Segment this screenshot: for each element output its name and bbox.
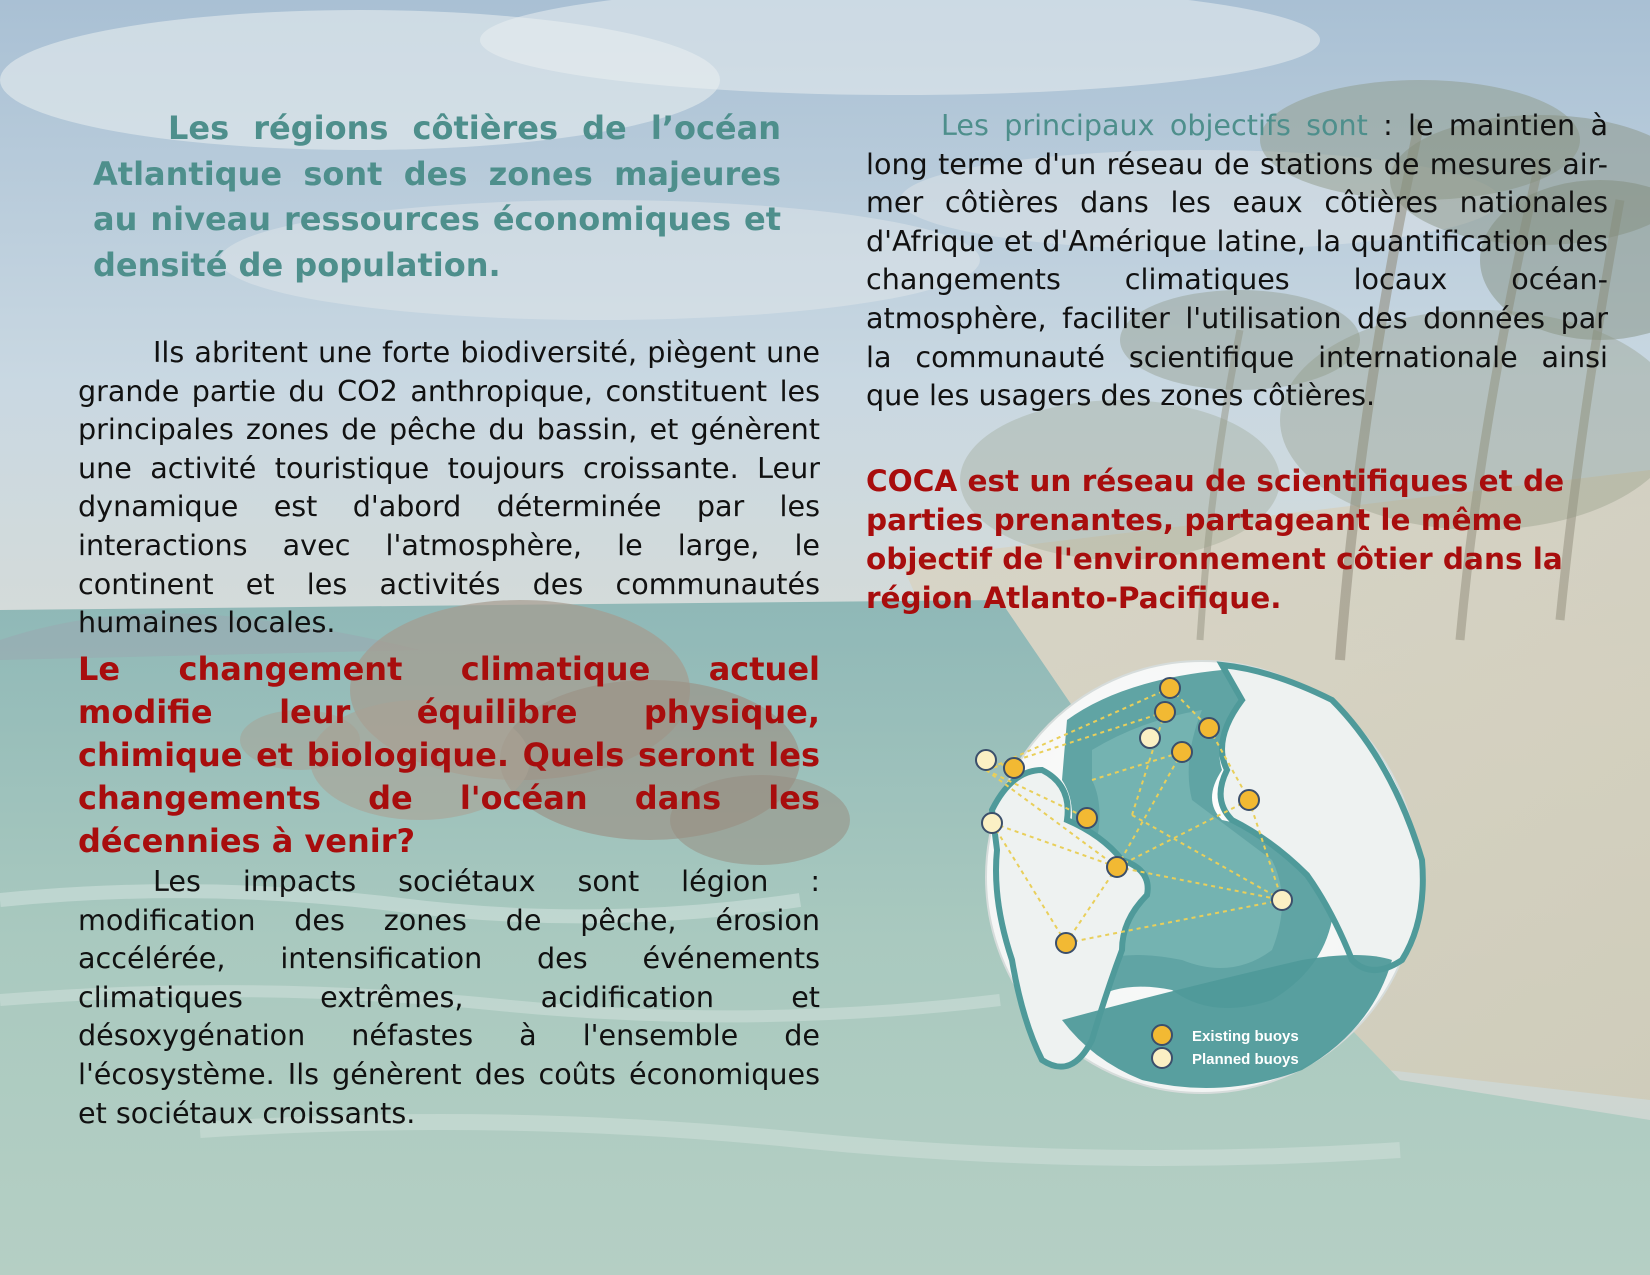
objectives-lead: Les principaux objectifs sont bbox=[941, 108, 1368, 142]
existing-buoy bbox=[1199, 718, 1219, 738]
objectives-paragraph bbox=[866, 106, 1608, 415]
legend-existing-swatch bbox=[1152, 1025, 1172, 1045]
objectives-body: : le maintien à long terme d'un réseau de stations de mesures air-mer côtières dans les eaux côtières nationales d'Afrique et d'Amérique latine, la quantification des changements climatiques locaux océan-atmosphère, faciliter l'utilisation des données par la communauté scientifique internationale ainsi que les usagers des zones côtières. bbox=[866, 108, 1608, 413]
climate-change-paragraph: Le changement climatique actuel modifie leur équilibre physique, chimique et biologique. Quels seront les changements de l'océan dans les décennies à venir? bbox=[78, 650, 820, 860]
planned-buoy bbox=[976, 750, 996, 770]
buoy-network-map bbox=[972, 660, 1432, 1095]
existing-buoy bbox=[1004, 758, 1024, 778]
biodiversity-paragraph: Ils abritent une forte biodiversité, piègent une grande partie du CO2 anthropique, constituent les principales zones de pêche du bassin, et génèrent une activité touristique toujours croissante. Leur dynamique est d'abord déterminée par les interactions avec l'atmosphère, le large, le continent et les activités des communautés humaines locales. bbox=[78, 335, 820, 640]
existing-buoy bbox=[1056, 933, 1076, 953]
intro-paragraph: Les régions côtières de l’océan Atlantique sont des zones majeures au niveau ressources économiques et densité de population. bbox=[93, 109, 781, 284]
existing-buoy bbox=[1107, 857, 1127, 877]
legend-planned-label: Planned buoys bbox=[1192, 1051, 1299, 1068]
coca-paragraph: COCA est un réseau de scientifiques et de parties prenantes, partageant le même objectif de l'environnement côtier dans la région Atlanto-Pacifique. bbox=[866, 464, 1565, 615]
existing-buoy bbox=[1172, 742, 1192, 762]
planned-buoy bbox=[1140, 728, 1160, 748]
existing-buoy bbox=[1077, 808, 1097, 828]
existing-buoy bbox=[1160, 678, 1180, 698]
planned-buoy bbox=[982, 813, 1002, 833]
planned-buoy bbox=[1272, 890, 1292, 910]
legend-existing-label: Existing buoys bbox=[1192, 1028, 1299, 1045]
legend-planned-swatch bbox=[1152, 1048, 1172, 1068]
impacts-paragraph: Les impacts sociétaux sont légion : modification des zones de pêche, érosion accélérée, intensification des événements climatiques extrêmes, acidification et désoxygénation néfastes à l'ensemble de l'écosystème. Ils génèrent des coûts économiques et sociétaux croissants. bbox=[78, 864, 820, 1130]
existing-buoy bbox=[1239, 790, 1259, 810]
existing-buoy bbox=[1155, 702, 1175, 722]
